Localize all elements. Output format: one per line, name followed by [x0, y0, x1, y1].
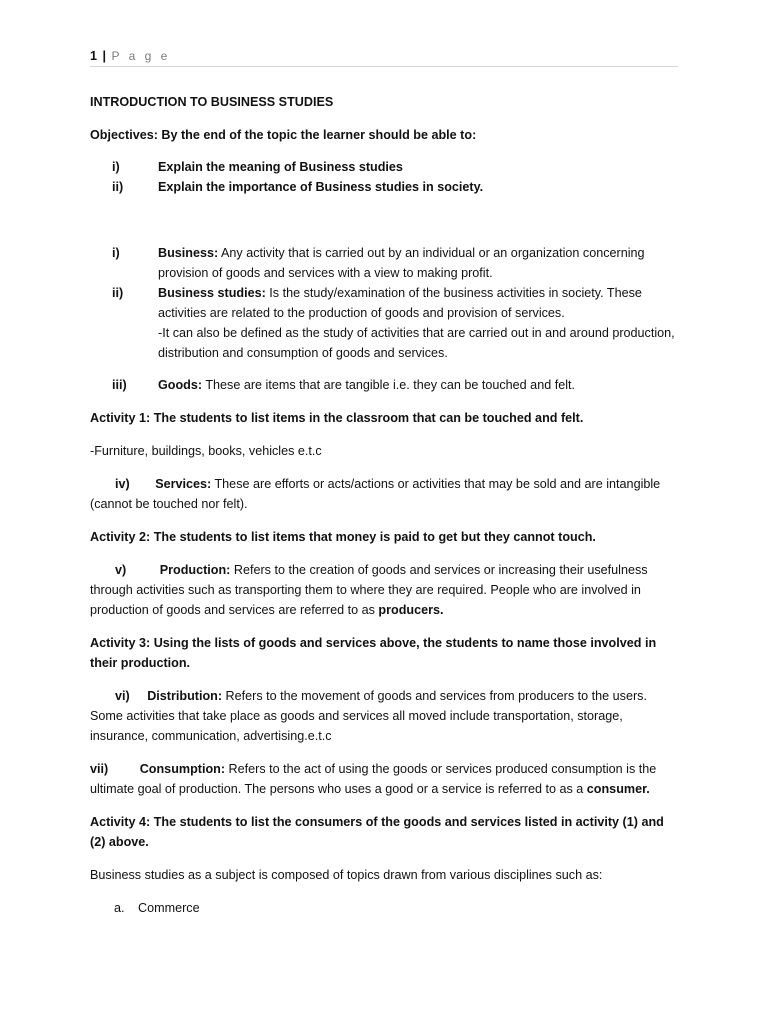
list-marker: vii): [90, 762, 109, 776]
activity-4: Activity 4: The students to list the consumers of the goods and services listed in activity (1) and (2) above.: [90, 815, 664, 849]
definition-text: Refers to the creation of goods and services or increasing their usefulness through activities such as transporting them to where they are required. People who are involved in production of goods and services are referred to as: [90, 563, 648, 617]
definition-extra: -It can also be defined as the study of activities that are carried out in and around production, distribution and consumption of goods and services.: [158, 326, 675, 360]
term: Consumption:: [139, 762, 226, 776]
activity-1: Activity 1: The students to list items in the classroom that can be touched and felt.: [90, 411, 584, 425]
activity-1-answer: -Furniture, buildings, books, vehicles e.t.c: [90, 444, 322, 458]
definition-business: [90, 243, 680, 283]
term: Business:: [158, 246, 219, 260]
definition-business-studies: [90, 283, 680, 363]
page-label: P a g e: [111, 49, 171, 63]
objective-text: Explain the meaning of Business studies: [158, 160, 403, 174]
definition-text: Is the study/examination of the business activities in society. These activities are related to the production of goods and provision of services.: [158, 286, 642, 320]
term: Production:: [159, 563, 231, 577]
list-marker: iii): [112, 378, 127, 392]
definition-text: These are items that are tangible i.e. they can be touched and felt.: [202, 378, 575, 392]
definition-text: These are efforts or acts/actions or activities that may be sold and are intangible (cannot be touched nor felt).: [90, 477, 661, 511]
definition-text: Any activity that is carried out by an individual or an organization concerning provision of goods and services with a view to making profit.: [158, 246, 645, 280]
list-marker: vi): [115, 689, 130, 703]
document-title: INTRODUCTION TO BUSINESS STUDIES: [90, 95, 334, 109]
list-marker: ii): [112, 286, 124, 300]
definition-services: [90, 474, 680, 514]
disciplines-intro: Business studies as a subject is composed of topics drawn from various disciplines such as:: [90, 868, 603, 882]
list-marker: v): [115, 563, 127, 577]
consumer-term: consumer.: [586, 782, 650, 796]
objective-item: [90, 177, 680, 197]
list-marker: a.: [114, 901, 125, 915]
term: Goods:: [158, 378, 203, 392]
activity-2: Activity 2: The students to list items that money is paid to get but they cannot touch.: [90, 530, 596, 544]
term: Services:: [155, 477, 212, 491]
definition-text: Refers to the movement of goods and services from producers to the users. Some activities that take place as goods and services all moved include transportation, storage, insurance, communication, advertising.e.t.c: [90, 689, 647, 743]
discipline-text: Commerce: [138, 901, 200, 915]
list-marker: i): [112, 246, 120, 260]
definition-distribution: [90, 686, 680, 746]
objective-text: Explain the importance of Business studies in society.: [158, 180, 484, 194]
producers-term: producers.: [378, 603, 444, 617]
list-marker: i): [112, 160, 120, 174]
page-number: 1: [90, 49, 98, 63]
definition-production: [90, 560, 680, 620]
header-separator: |: [102, 49, 107, 63]
term: Business studies:: [158, 286, 266, 300]
objective-item: [90, 157, 680, 177]
objectives-intro: Objectives: By the end of the topic the learner should be able to:: [90, 128, 477, 142]
page-header: [90, 46, 678, 67]
list-marker: ii): [112, 180, 124, 194]
activity-3: Activity 3: Using the lists of goods and services above, the students to name those involved in their production.: [90, 636, 657, 670]
definition-goods: [90, 375, 680, 395]
discipline-item: [90, 898, 680, 918]
list-marker: iv): [115, 477, 130, 491]
definition-consumption: [90, 759, 680, 799]
definition-text: Refers to the act of using the goods or services produced consumption is the ultimate goal of production. The persons who uses a good or a service is referred to as a: [90, 762, 657, 796]
term: Distribution:: [147, 689, 223, 703]
